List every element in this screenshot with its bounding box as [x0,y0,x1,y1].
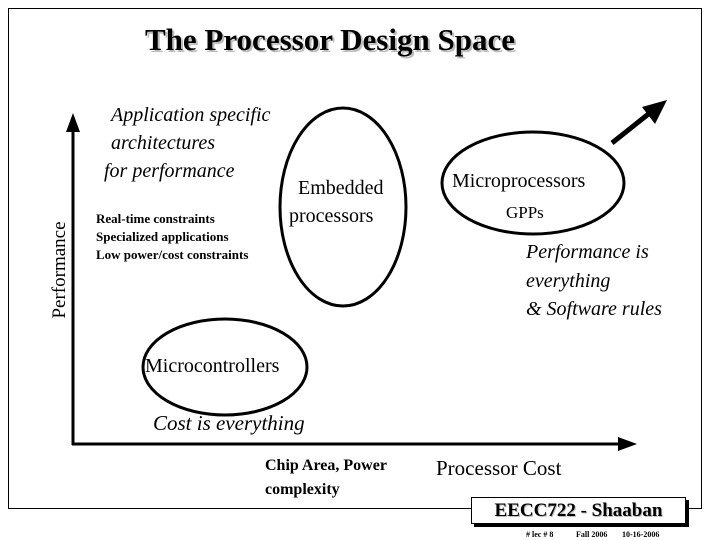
constraint-item-2: Specialized applications [96,229,229,244]
app-specific-line-1: Application specific [111,104,271,126]
app-specific-line-3: for performance [104,160,235,182]
chip-area-line-2: complexity [265,481,340,498]
performance-note-line-2: everything [526,270,611,292]
trend-arrow [612,112,651,143]
microprocessors-label: Microprocessors [452,170,586,192]
embedded-label-line-1: Embedded [298,177,384,199]
constraint-item-1: Real-time constraints [96,211,215,226]
gpps-label: GPPs [506,203,544,222]
footer-term: Fall 2006 [576,530,608,539]
trend-arrowhead [642,100,667,124]
microcontrollers-label: Microcontrollers [145,355,280,377]
slide-title: The Processor Design Space [145,22,515,57]
x-axis-arrowhead [618,437,637,451]
x-axis-label: Processor Cost [436,456,562,480]
footer-date: 10-16-2006 [622,530,660,539]
cost-note: Cost is everything [153,411,305,435]
y-axis-arrowhead [66,113,80,132]
performance-note-line-1: Performance is [526,241,649,263]
course-brand: EECC722 - Shaaban [471,497,686,524]
constraint-item-3: Low power/cost constraints [96,247,249,262]
footer-lecture: # lec # 8 [526,530,554,539]
app-specific-line-2: architectures [111,132,216,154]
embedded-label-line-2: processors [289,205,374,227]
performance-note-line-3: & Software rules [526,298,662,320]
y-axis-label: Performance [49,221,71,319]
chip-area-line-1: Chip Area, Power [265,457,387,474]
